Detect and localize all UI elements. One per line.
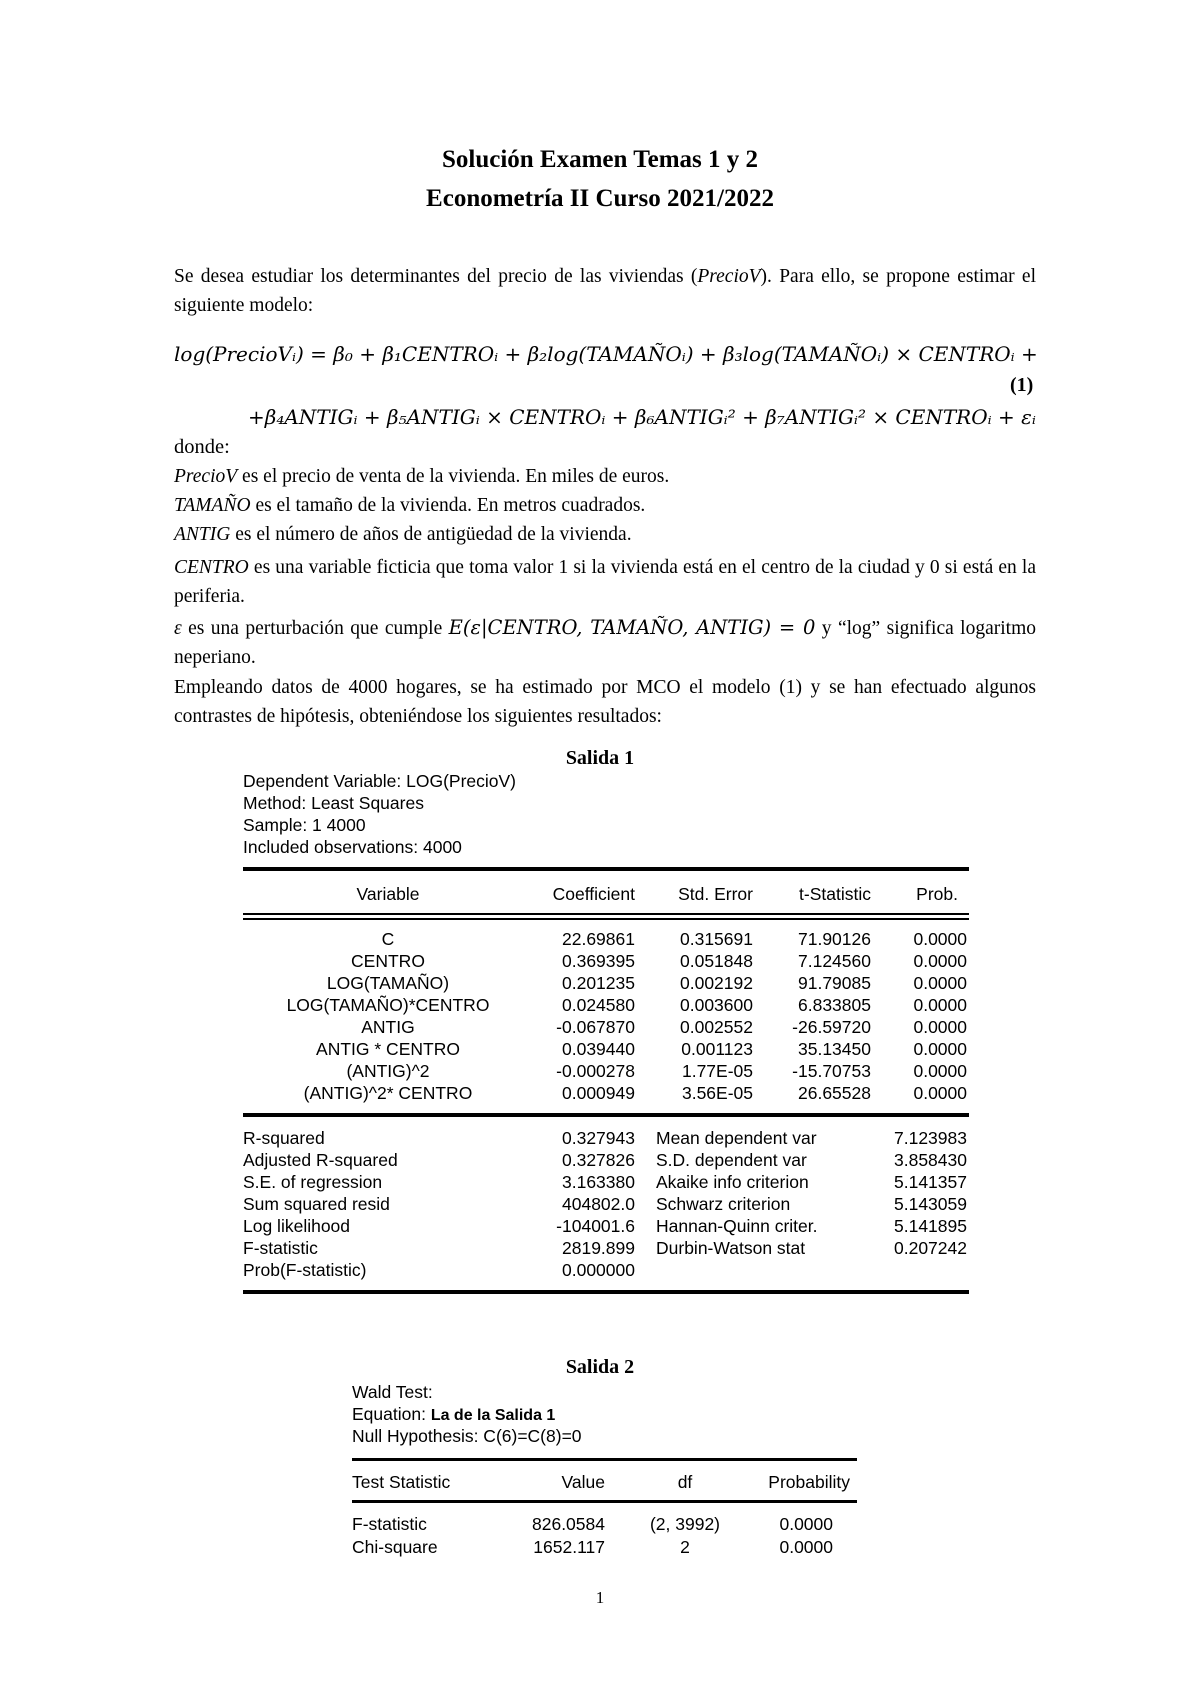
document-subtitle: Econometría II Curso 2021/2022 xyxy=(426,185,774,212)
salida2-caption: Salida 2 xyxy=(565,1356,635,1378)
salida2-row-probability: 0.0000 xyxy=(779,1514,833,1534)
salida1-row-t-statistic: 71.90126 xyxy=(798,929,871,949)
salida1-stat-value-right: 5.141357 xyxy=(894,1172,967,1192)
def-centro-var: CENTRO xyxy=(174,557,249,578)
salida1-stat-value-left: 0.327943 xyxy=(562,1128,635,1148)
salida1-caption: Salida 1 xyxy=(565,747,635,769)
def-precio-text: es el precio de venta de la vivienda. En miles de euros. xyxy=(237,466,670,487)
salida1-row-std-error: 0.001123 xyxy=(681,1039,753,1059)
salida1-stat-label-left: Prob(F-statistic) xyxy=(243,1260,367,1280)
salida1-row-variable: ANTIG xyxy=(361,1017,415,1037)
salida1-meta-sample: Sample: 1 4000 xyxy=(243,815,366,835)
def-tamano-text: es el tamaño de la vivienda. En metros cuadrados. xyxy=(250,495,646,516)
salida2-row-value: 1652.117 xyxy=(533,1537,605,1557)
salida1-row-coefficient: 0.201235 xyxy=(562,973,635,993)
def-antig xyxy=(174,524,632,546)
salida1-row-t-statistic: -26.59720 xyxy=(792,1017,871,1037)
def-epsilon-text-a: es una perturbación que cumple xyxy=(181,618,449,639)
salida1-middle-rule xyxy=(243,1113,969,1117)
salida1-row-t-statistic: 91.79085 xyxy=(798,973,871,993)
def-tamano-var: TAMAÑO xyxy=(174,495,251,516)
salida1-stat-label-left: S.E. of regression xyxy=(243,1172,383,1192)
salida1-row-coefficient: -0.000278 xyxy=(556,1061,635,1081)
intro-variable: PrecioV xyxy=(697,266,761,287)
salida1-header-rule-2 xyxy=(243,918,969,920)
salida1-row-std-error: 0.315691 xyxy=(680,929,753,949)
salida1-row-coefficient: 0.369395 xyxy=(562,951,635,971)
salida1-row-prob: 0.0000 xyxy=(913,995,967,1015)
salida1-row-variable: ANTIG * CENTRO xyxy=(316,1039,460,1059)
salida1-stat-value-left: -104001.6 xyxy=(556,1216,635,1236)
salida1-meta-method: Method: Least Squares xyxy=(243,793,424,813)
salida1-meta-dependent: Dependent Variable: LOG(PrecioV) xyxy=(243,771,517,791)
def-antig-var: ANTIG xyxy=(174,524,231,545)
salida1-stat-label-right: Mean dependent var xyxy=(656,1128,817,1148)
salida1-row-prob: 0.0000 xyxy=(913,951,967,971)
salida1-row-t-statistic: 7.124560 xyxy=(798,951,871,971)
def-antig-text: es el número de años de antigüedad de la vivienda. xyxy=(230,524,632,545)
salida1-header-std-error: Std. Error xyxy=(678,884,753,904)
salida2-header-value: Value xyxy=(561,1472,605,1492)
salida1-row-std-error: 0.051848 xyxy=(680,951,753,971)
salida1-stat-value-right: 0.207242 xyxy=(894,1238,967,1258)
salida1-row-std-error: 3.56E-05 xyxy=(681,1083,753,1103)
salida1-row-variable: LOG(TAMAÑO)*CENTRO xyxy=(286,995,490,1015)
salida2-equation-label: Equation: xyxy=(352,1404,431,1424)
page-number: 1 xyxy=(595,1588,605,1607)
salida1-row-coefficient: 0.000949 xyxy=(562,1083,635,1103)
salida1-row-t-statistic: 26.65528 xyxy=(798,1083,871,1103)
salida1-row-prob: 0.0000 xyxy=(913,929,967,949)
salida1-stat-value-right: 5.143059 xyxy=(894,1194,967,1214)
salida1-row-variable: (ANTIG)^2 xyxy=(346,1061,430,1081)
salida1-row-prob: 0.0000 xyxy=(913,973,967,993)
salida1-stat-value-right: 7.123983 xyxy=(894,1128,967,1148)
def-epsilon xyxy=(174,613,1036,672)
salida1-row-t-statistic: 35.13450 xyxy=(798,1039,871,1059)
salida1-stat-label-right: Hannan-Quinn criter. xyxy=(656,1216,818,1236)
def-epsilon-var: ε xyxy=(174,618,182,639)
closing-paragraph: Empleando datos de 4000 hogares, se ha estimado por MCO el modelo (1) y se han efectuado algunos contrastes de hipótesis, obteniéndose los siguientes resultados: xyxy=(174,677,1036,727)
salida1-header-prob: Prob. xyxy=(916,884,958,904)
salida1-row-t-statistic: 6.833805 xyxy=(798,995,871,1015)
salida2-row-df: (2, 3992) xyxy=(649,1514,721,1534)
salida2-row-test: Chi-square xyxy=(352,1537,438,1557)
salida1-row-prob: 0.0000 xyxy=(913,1017,967,1037)
salida1-stat-label-left: Sum squared resid xyxy=(243,1194,390,1214)
salida2-top-rule xyxy=(352,1458,857,1461)
salida2-row-value: 826.0584 xyxy=(532,1514,605,1534)
salida1-row-std-error: 0.002552 xyxy=(680,1017,753,1037)
def-precio xyxy=(174,466,669,488)
salida2-header-df: df xyxy=(677,1472,693,1492)
salida1-stat-value-right: 5.141895 xyxy=(894,1216,967,1236)
salida1-bottom-rule xyxy=(243,1290,969,1294)
salida1-row-coefficient: 22.69861 xyxy=(562,929,635,949)
salida1-stat-label-left: F-statistic xyxy=(243,1238,318,1258)
salida1-stat-value-left: 0.327826 xyxy=(562,1150,635,1170)
salida1-stat-label-left: R-squared xyxy=(243,1128,325,1148)
salida1-stat-label-right: S.D. dependent var xyxy=(656,1150,807,1170)
salida2-equation xyxy=(352,1404,555,1425)
salida1-header-variable: Variable xyxy=(356,884,420,904)
salida1-stat-value-left: 404802.0 xyxy=(562,1194,635,1214)
def-tamano xyxy=(174,495,645,517)
salida2-equation-name: La de la Salida 1 xyxy=(430,1407,556,1424)
salida1-stat-label-left: Adjusted R-squared xyxy=(243,1150,398,1170)
salida2-header-rule xyxy=(352,1500,857,1503)
salida2-null-hypothesis: Null Hypothesis: C(6)=C(8)=0 xyxy=(352,1426,582,1446)
salida1-row-variable: C xyxy=(381,929,395,949)
salida1-stat-value-right: 3.858430 xyxy=(894,1150,967,1170)
salida2-row-probability: 0.0000 xyxy=(779,1537,833,1557)
salida1-row-std-error: 0.002192 xyxy=(680,973,753,993)
equation-number: (1) xyxy=(1010,374,1034,396)
salida1-row-prob: 0.0000 xyxy=(913,1083,967,1103)
salida1-header-coefficient: Coefficient xyxy=(552,884,635,904)
def-epsilon-expr: E(ε|CENTRO, TAMAÑO, ANTIG) = 0 xyxy=(448,616,816,639)
salida1-row-coefficient: -0.067870 xyxy=(556,1017,635,1037)
salida1-stat-label-right: Durbin-Watson stat xyxy=(656,1238,806,1258)
salida1-stat-value-left: 0.000000 xyxy=(562,1260,635,1280)
salida2-header-probability: Probability xyxy=(768,1472,850,1492)
def-precio-var: PrecioV xyxy=(174,466,238,487)
equation-line-2: +β₄ANTIGᵢ + β₅ANTIGᵢ × CENTROᵢ + β₆ANTIGᵢ² + β₇ANTIGᵢ² × CENTROᵢ + εᵢ xyxy=(248,405,1036,429)
salida1-stat-label-right: Schwarz criterion xyxy=(656,1194,791,1214)
salida1-row-prob: 0.0000 xyxy=(913,1039,967,1059)
salida1-stat-label-left: Log likelihood xyxy=(243,1216,351,1236)
donde-label: donde: xyxy=(174,436,230,458)
salida1-top-rule xyxy=(243,867,969,871)
intro-text-a: Se desea estudiar los determinantes del precio de las viviendas ( xyxy=(174,266,698,287)
salida1-stat-value-left: 2819.899 xyxy=(562,1238,635,1258)
salida2-row-test: F-statistic xyxy=(352,1514,427,1534)
salida1-stat-label-right: Akaike info criterion xyxy=(656,1172,809,1192)
salida1-row-variable: LOG(TAMAÑO) xyxy=(326,973,450,993)
salida2-wald-label: Wald Test: xyxy=(352,1382,433,1402)
document-title: Solución Examen Temas 1 y 2 xyxy=(441,146,759,173)
def-centro-text: es una variable ficticia que toma valor 1 si la vivienda está en el centro de la ciudad y 0 si está en la periferia. xyxy=(174,557,1036,607)
salida1-row-coefficient: 0.039440 xyxy=(562,1039,635,1059)
salida2-row-df: 2 xyxy=(680,1537,690,1557)
def-epsilon-text-b: y “log” significa logaritmo neperiano. xyxy=(174,618,1036,668)
salida1-header-t-statistic: t-Statistic xyxy=(799,884,871,904)
salida1-stat-value-left: 3.163380 xyxy=(562,1172,635,1192)
salida1-row-variable: CENTRO xyxy=(351,951,425,971)
equation-line-1: log(PrecioVᵢ) = β₀ + β₁CENTROᵢ + β₂log(TAMAÑOᵢ) + β₃log(TAMAÑOᵢ) × CENTROᵢ + xyxy=(174,342,1038,366)
salida2-header-test-statistic: Test Statistic xyxy=(352,1472,451,1492)
salida1-meta-observations: Included observations: 4000 xyxy=(243,837,462,857)
salida1-header-rule-1 xyxy=(243,913,969,915)
salida1-row-prob: 0.0000 xyxy=(913,1061,967,1081)
intro-text-b: ). Para ello, se propone estimar el siguiente modelo: xyxy=(174,266,1037,316)
salida1-row-t-statistic: -15.70753 xyxy=(792,1061,871,1081)
salida1-row-std-error: 0.003600 xyxy=(680,995,753,1015)
salida1-row-std-error: 1.77E-05 xyxy=(681,1061,753,1081)
intro-paragraph xyxy=(174,262,1036,320)
salida1-row-coefficient: 0.024580 xyxy=(562,995,635,1015)
def-centro xyxy=(174,553,1036,611)
salida1-row-variable: (ANTIG)^2* CENTRO xyxy=(303,1083,473,1103)
